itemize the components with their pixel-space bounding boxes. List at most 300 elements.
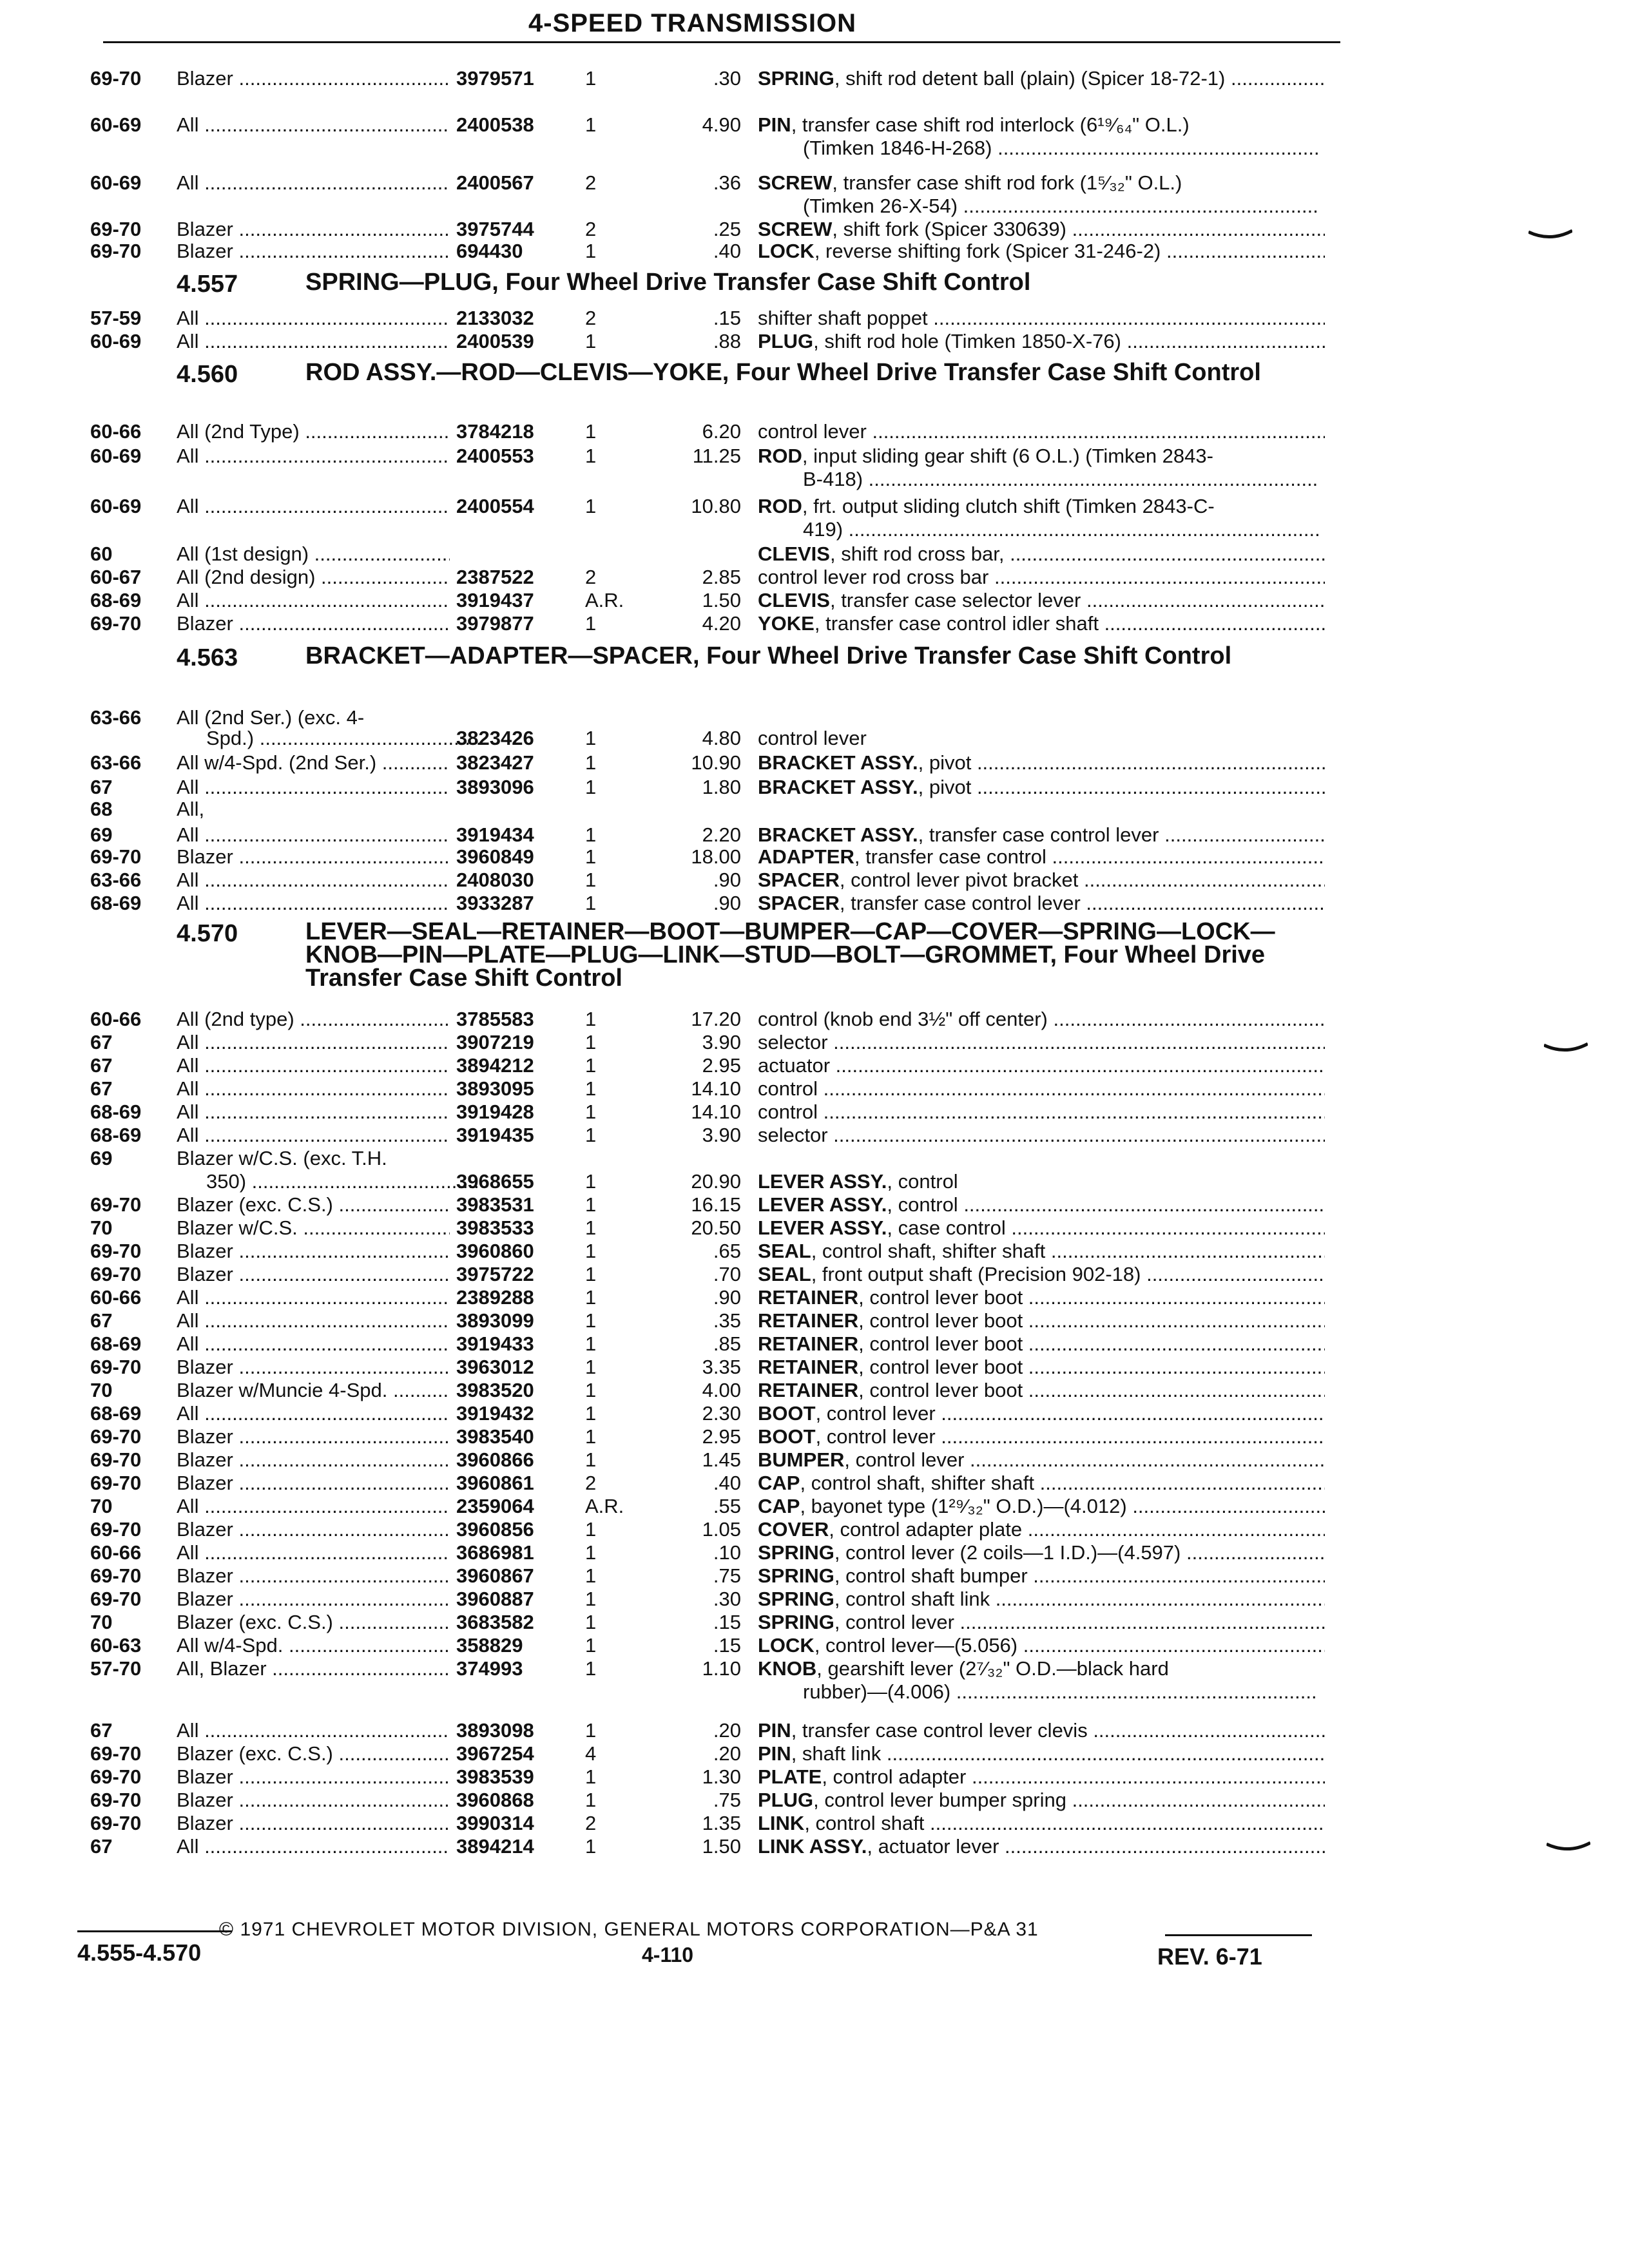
quantity-cell: 2: [585, 566, 597, 588]
table-row: [0, 1100, 1629, 1124]
margin-mark-icon: [1547, 1841, 1590, 1852]
years-cell: 70: [90, 1379, 113, 1401]
model-cell: All .....: [177, 1402, 450, 1425]
description-text: , transfer case selector lever: [829, 589, 1081, 611]
description-keyword: LINK: [758, 1812, 805, 1834]
table-row: [0, 1518, 1629, 1541]
years-cell: 69-70: [90, 240, 142, 262]
description-cell: [758, 727, 1325, 750]
model-cell: Blazer .....: [177, 218, 450, 241]
model-cell: Blazer .....: [177, 67, 450, 90]
table-row: [0, 543, 1629, 566]
price-cell: .88: [713, 330, 741, 352]
table-row: [0, 776, 1629, 799]
description-keyword: LEVER ASSY.: [758, 1170, 887, 1193]
quantity-cell: 1: [585, 1263, 597, 1285]
part-number-cell: 3983533: [456, 1216, 534, 1239]
description-keyword: CLEVIS: [758, 543, 830, 565]
quantity-cell: 1: [585, 1425, 597, 1448]
description-text: control: [758, 1100, 818, 1123]
description-text: shifter shaft poppet: [758, 307, 928, 329]
years-cell: 69-70: [90, 1263, 142, 1285]
quantity-cell: 1: [585, 420, 597, 443]
part-number-cell: 3963012: [456, 1356, 534, 1378]
description-continuation: B-418) .....: [803, 468, 1318, 491]
years-cell: 67: [90, 1719, 113, 1742]
part-number-cell: 3960868: [456, 1789, 534, 1811]
price-cell: 1.45: [702, 1448, 741, 1471]
description-cell: [758, 589, 1325, 612]
table-row: [0, 706, 1629, 729]
model-cell: All (2nd design) .....: [177, 566, 450, 589]
part-number-cell: 2389288: [456, 1286, 534, 1309]
footer-rule-left: [77, 1930, 232, 1932]
quantity-cell: 1: [585, 1008, 597, 1030]
description-cell: [758, 566, 1325, 589]
part-number-cell: 374993: [456, 1657, 523, 1680]
model-cell: All .....: [177, 171, 450, 195]
price-cell: 14.10: [691, 1077, 741, 1100]
model-cell: Blazer .....: [177, 1263, 450, 1286]
price-cell: .36: [713, 171, 741, 194]
description-text: control lever: [758, 420, 867, 443]
table-row: [0, 1719, 1629, 1742]
quantity-cell: 1: [585, 1634, 597, 1657]
quantity-cell: 1: [585, 1124, 597, 1146]
description-cell: [758, 612, 1325, 635]
model-cell: All .....: [177, 330, 450, 353]
model-cell: All .....: [177, 495, 450, 518]
part-number-cell: 3683582: [456, 1611, 534, 1633]
price-cell: .90: [713, 869, 741, 891]
years-cell: 69: [90, 1147, 113, 1169]
model-cell-continuation: Spd.) .....: [206, 727, 479, 750]
quantity-cell: 2: [585, 218, 597, 240]
description-text: , shift fork (Spicer 330639): [832, 218, 1066, 240]
description-text: , transfer case control lever clevis: [791, 1719, 1088, 1742]
model-cell: All .....: [177, 1031, 450, 1054]
description-keyword: PIN: [758, 1742, 791, 1765]
description-cell: [758, 869, 1325, 892]
model-cell: All (2nd type) .....: [177, 1008, 450, 1031]
description-text: , front output shaft (Precision 902-18): [811, 1263, 1141, 1285]
description-text: , frt. output sliding clutch shift (Timken 2843-C-: [802, 495, 1215, 517]
table-row: [0, 1309, 1629, 1332]
description-keyword: BRACKET ASSY.: [758, 823, 918, 846]
description-keyword: ADAPTER: [758, 845, 854, 868]
table-row: [0, 330, 1629, 353]
table-row: [0, 892, 1629, 915]
years-cell: 69-70: [90, 1812, 142, 1834]
part-number-cell: 3907219: [456, 1031, 534, 1053]
model-cell: Blazer .....: [177, 845, 450, 869]
quantity-cell: 2: [585, 307, 597, 329]
table-row: [0, 1147, 1629, 1170]
model-cell: All .....: [177, 1835, 450, 1858]
model-cell: Blazer (exc. C.S.) .....: [177, 1611, 450, 1634]
table-row: [0, 1657, 1629, 1680]
table-row: [0, 1448, 1629, 1472]
quantity-cell: 1: [585, 1100, 597, 1123]
description-keyword: PLUG: [758, 1789, 814, 1811]
years-cell: 60-69: [90, 171, 142, 194]
price-cell: 10.80: [691, 495, 741, 517]
description-cell: [758, 1742, 1325, 1765]
part-number-cell: 3893095: [456, 1077, 534, 1100]
price-cell: 18.00: [691, 845, 741, 868]
model-cell: All .....: [177, 1286, 450, 1309]
quantity-cell: 1: [585, 1588, 597, 1610]
description-cell: [758, 543, 1325, 566]
table-row: [0, 420, 1629, 443]
part-number-cell: 3968655: [456, 1170, 534, 1193]
description-text: , control shaft, shifter shaft: [811, 1240, 1046, 1262]
quantity-cell: 1: [585, 1170, 597, 1193]
table-row: [0, 1564, 1629, 1588]
part-number-cell: 3784218: [456, 420, 534, 443]
table-row: [0, 1425, 1629, 1448]
model-cell: All, Blazer .....: [177, 1657, 450, 1680]
description-text: , transfer case control: [854, 845, 1046, 868]
years-cell: 69-70: [90, 67, 142, 90]
quantity-cell: 1: [585, 1611, 597, 1633]
description-text: , bayonet type (1²⁹⁄₃₂" O.D.)—(4.012): [800, 1495, 1127, 1517]
years-cell: 63-66: [90, 706, 142, 729]
description-text: , control adapter: [822, 1765, 967, 1788]
description-text: , shift rod cross bar,: [829, 543, 1005, 565]
table-row: [0, 1216, 1629, 1240]
model-cell: All (2nd Type) .....: [177, 420, 450, 443]
description-cell: [758, 845, 1325, 869]
description-cell: [758, 1564, 1325, 1588]
description-keyword: BRACKET ASSY.: [758, 751, 918, 774]
description-cell: [758, 1402, 1325, 1425]
model-cell: All .....: [177, 1054, 450, 1077]
years-cell: 69-70: [90, 1765, 142, 1788]
price-cell: .55: [713, 1495, 741, 1517]
quantity-cell: 1: [585, 1719, 597, 1742]
price-cell: 17.20: [691, 1008, 741, 1030]
model-cell: Blazer .....: [177, 1765, 450, 1789]
part-number-cell: 2400539: [456, 330, 534, 352]
price-cell: .20: [713, 1719, 741, 1742]
description-keyword: SEAL: [758, 1240, 811, 1262]
years-cell: 69-70: [90, 1193, 142, 1216]
description-cell: [758, 1765, 1325, 1789]
model-cell: Blazer .....: [177, 1588, 450, 1611]
description-keyword: LINK ASSY.: [758, 1835, 867, 1858]
table-row: [0, 1008, 1629, 1031]
description-keyword: LOCK: [758, 240, 815, 262]
years-cell: 60-66: [90, 1286, 142, 1309]
description-text: , control adapter plate: [829, 1518, 1023, 1541]
description-text: , control lever: [815, 1402, 936, 1425]
description-text: , control lever (2 coils—1 I.D.)—(4.597): [834, 1541, 1181, 1564]
years-cell: 60-69: [90, 330, 142, 352]
years-cell: 57-70: [90, 1657, 142, 1680]
model-cell: All (1st design) .....: [177, 543, 450, 566]
part-number-cell: 3975744: [456, 218, 534, 240]
header-rule: [103, 41, 1340, 43]
part-number-cell: 2408030: [456, 869, 534, 891]
description-cell: [758, 1286, 1325, 1309]
section-number: 4.570: [177, 920, 238, 947]
description-keyword: RETAINER: [758, 1356, 859, 1378]
section-heading: [0, 361, 1629, 412]
price-cell: 2.95: [702, 1425, 741, 1448]
table-row: [0, 1634, 1629, 1657]
section-title: SPRING—PLUG, Four Wheel Drive Transfer Case Shift Control: [305, 269, 1031, 296]
model-cell: All .....: [177, 307, 450, 330]
table-row: [0, 445, 1629, 468]
description-text: , control shaft: [804, 1812, 925, 1834]
table-row-continuation: [0, 727, 1629, 750]
table-row: [0, 218, 1629, 241]
price-cell: .65: [713, 1240, 741, 1262]
description-keyword: PLATE: [758, 1765, 822, 1788]
price-cell: 1.50: [702, 1835, 741, 1858]
table-row: [0, 1495, 1629, 1518]
years-cell: 63-66: [90, 869, 142, 891]
description-text: , transfer case control lever: [839, 892, 1081, 914]
part-number-cell: 3893099: [456, 1309, 534, 1332]
years-cell: 68-69: [90, 1124, 142, 1146]
description-cell: [758, 1448, 1325, 1472]
price-cell: 2.20: [702, 823, 741, 846]
description-text: , control lever bumper spring: [813, 1789, 1066, 1811]
description-cell: [758, 1031, 1325, 1054]
description-cell: [758, 171, 1325, 195]
part-number-cell: 3975722: [456, 1263, 534, 1285]
table-row: [0, 1193, 1629, 1216]
years-cell: 67: [90, 1077, 113, 1100]
table-row: [0, 1812, 1629, 1835]
price-cell: 3.90: [702, 1031, 741, 1053]
model-cell: All .....: [177, 1309, 450, 1332]
price-cell: 1.10: [702, 1657, 741, 1680]
table-row: [0, 1031, 1629, 1054]
description-cell: [758, 1812, 1325, 1835]
description-cell: [758, 218, 1325, 241]
description-text: actuator: [758, 1054, 831, 1077]
model-cell: All .....: [177, 1332, 450, 1356]
description-cell: [758, 1124, 1325, 1147]
description-cell: [758, 1216, 1325, 1240]
quantity-cell: 1: [585, 1193, 597, 1216]
description-cell: [758, 1611, 1325, 1634]
description-cell: [758, 1425, 1325, 1448]
quantity-cell: 1: [585, 330, 597, 352]
years-cell: 69-70: [90, 1564, 142, 1587]
quantity-cell: 1: [585, 240, 597, 262]
part-number-cell: 2400554: [456, 495, 534, 517]
description-text: , gearshift lever (2⁷⁄₃₂" O.D.—black hard: [816, 1657, 1169, 1680]
price-cell: 11.25: [692, 445, 741, 467]
description-cell: [758, 1240, 1325, 1263]
description-text: , input sliding gear shift (6 O.L.) (Timken 2843-: [802, 445, 1213, 467]
price-cell: 1.80: [702, 776, 741, 798]
description-cell: [758, 1719, 1325, 1742]
description-keyword: PIN: [758, 1719, 791, 1742]
part-number-cell: 3983540: [456, 1425, 534, 1448]
price-cell: 3.90: [702, 1124, 741, 1146]
years-cell: 67: [90, 1054, 113, 1077]
description-cell: [758, 1263, 1325, 1286]
page-title: 4-SPEED TRANSMISSION: [528, 9, 856, 37]
table-row: [0, 798, 1629, 821]
description-cell: [758, 1170, 1325, 1193]
description-cell: [758, 1332, 1325, 1356]
years-cell: 68: [90, 798, 113, 820]
part-number-cell: 2400553: [456, 445, 534, 467]
description-keyword: SPRING: [758, 1611, 834, 1633]
table-row: [0, 113, 1629, 137]
description-text: , control shaft link: [834, 1588, 990, 1610]
model-cell: Blazer .....: [177, 240, 450, 263]
price-cell: 14.10: [691, 1100, 741, 1123]
part-number-cell: 3919437: [456, 589, 534, 611]
years-cell: 60-66: [90, 1541, 142, 1564]
part-number-cell: 3960866: [456, 1448, 534, 1471]
table-row: [0, 1472, 1629, 1495]
description-cell: [758, 1472, 1325, 1495]
quantity-cell: 1: [585, 1332, 597, 1355]
footer-page-number: 4-110: [642, 1943, 694, 1966]
footer-section-range: 4.555-4.570: [77, 1939, 202, 1966]
description-text: , transfer case shift rod interlock (6¹⁹⁄₆₄" O.L.): [791, 113, 1190, 136]
part-number-cell: 3960861: [456, 1472, 534, 1494]
section-title: BRACKET—ADAPTER—SPACER, Four Wheel Drive Transfer Case Shift Control: [305, 642, 1232, 669]
description-keyword: CAP: [758, 1495, 800, 1517]
footer-copyright: © 1971 CHEVROLET MOTOR DIVISION, GENERAL MOTORS CORPORATION—P&A 31: [219, 1919, 1039, 1940]
quantity-cell: 1: [585, 1765, 597, 1788]
years-cell: 60-67: [90, 566, 142, 588]
table-row: [0, 171, 1629, 195]
table-row: [0, 1379, 1629, 1402]
quantity-cell: 1: [585, 113, 597, 136]
model-cell: Blazer .....: [177, 1564, 450, 1588]
description-keyword: LEVER ASSY.: [758, 1193, 887, 1216]
model-cell: All .....: [177, 1100, 450, 1124]
table-row: [0, 1356, 1629, 1379]
part-number-cell: 3893098: [456, 1719, 534, 1742]
model-cell: Blazer .....: [177, 1789, 450, 1812]
part-number-cell: 3983531: [456, 1193, 534, 1216]
part-number-cell: 3686981: [456, 1541, 534, 1564]
description-continuation: 419) .....: [803, 518, 1318, 541]
quantity-cell: A.R.: [585, 1495, 624, 1517]
part-number-cell: 3960856: [456, 1518, 534, 1541]
description-keyword: RETAINER: [758, 1286, 859, 1309]
part-number-cell: 3919435: [456, 1124, 534, 1146]
margin-mark-icon: [1544, 1043, 1588, 1053]
description-keyword: SPRING: [758, 1588, 834, 1610]
table-row: [0, 751, 1629, 774]
description-continuation: (Timken 26-X-54) .....: [803, 195, 1318, 218]
price-cell: 4.80: [702, 727, 741, 749]
years-cell: 69-70: [90, 218, 142, 240]
table-row: [0, 1263, 1629, 1286]
part-number-cell: 2133032: [456, 307, 534, 329]
model-cell: Blazer w/C.S. (exc. T.H.: [177, 1147, 387, 1169]
part-number-cell: 358829: [456, 1634, 523, 1657]
table-row: [0, 1765, 1629, 1789]
years-cell: 70: [90, 1611, 113, 1633]
model-cell: Blazer .....: [177, 1472, 450, 1495]
table-row-continuation: [0, 1170, 1629, 1193]
price-cell: .75: [713, 1564, 741, 1587]
table-row: [0, 1611, 1629, 1634]
table-row: [0, 612, 1629, 635]
price-cell: .90: [713, 1286, 741, 1309]
description-text: , transfer case shift rod fork (1⁵⁄₃₂" O.L.): [832, 171, 1182, 194]
price-cell: .15: [713, 307, 741, 329]
part-number-cell: 2387522: [456, 566, 534, 588]
description-cell: [758, 495, 1325, 518]
model-cell: All w/4-Spd. (2nd Ser.) .....: [177, 751, 450, 774]
years-cell: 67: [90, 1031, 113, 1053]
description-keyword: SPRING: [758, 67, 834, 90]
years-cell: 67: [90, 1309, 113, 1332]
quantity-cell: 1: [585, 823, 597, 846]
part-number-cell: 3960887: [456, 1588, 534, 1610]
price-cell: 4.20: [702, 612, 741, 635]
description-cell: [758, 330, 1325, 353]
quantity-cell: 1: [585, 1077, 597, 1100]
years-cell: 68-69: [90, 589, 142, 611]
quantity-cell: A.R.: [585, 589, 624, 611]
table-row: [0, 67, 1629, 90]
section-number: 4.560: [177, 361, 238, 388]
part-number-cell: 3823426: [456, 727, 534, 749]
model-cell: All .....: [177, 445, 450, 468]
table-row: [0, 1588, 1629, 1611]
description-cell: [758, 113, 1325, 137]
quantity-cell: 1: [585, 892, 597, 914]
part-number-cell: 3960867: [456, 1564, 534, 1587]
description-cell: [758, 751, 1325, 774]
table-row: [0, 495, 1629, 518]
description-continuation: (Timken 1846-H-268) .....: [803, 137, 1318, 160]
years-cell: 70: [90, 1495, 113, 1517]
description-text: , case control: [887, 1216, 1006, 1239]
years-cell: 69-70: [90, 1356, 142, 1378]
section-heading: [0, 271, 1629, 299]
model-cell: All .....: [177, 776, 450, 799]
description-keyword: SPACER: [758, 869, 840, 891]
model-cell: All w/4-Spd. .....: [177, 1634, 450, 1657]
description-text: control lever rod cross bar: [758, 566, 989, 588]
years-cell: 69-70: [90, 1472, 142, 1494]
description-keyword: LEVER ASSY.: [758, 1216, 887, 1239]
table-row: [0, 869, 1629, 892]
price-cell: 1.30: [702, 1765, 741, 1788]
description-keyword: BOOT: [758, 1425, 816, 1448]
section-heading: [0, 920, 1629, 996]
price-cell: 1.35: [702, 1812, 741, 1834]
description-text: , control lever pivot bracket: [839, 869, 1079, 891]
part-number-cell: 3933287: [456, 892, 534, 914]
quantity-cell: 1: [585, 1054, 597, 1077]
part-number-cell: 3823427: [456, 751, 534, 774]
quantity-cell: 1: [585, 1402, 597, 1425]
table-row: [0, 1541, 1629, 1564]
description-text: , shift rod detent ball (plain) (Spicer 18-72-1): [834, 67, 1226, 90]
description-text: , control shaft, shifter shaft: [800, 1472, 1035, 1494]
description-cell: [758, 1657, 1325, 1680]
description-text: , control lever boot: [858, 1332, 1023, 1355]
description-cell: [758, 307, 1325, 330]
